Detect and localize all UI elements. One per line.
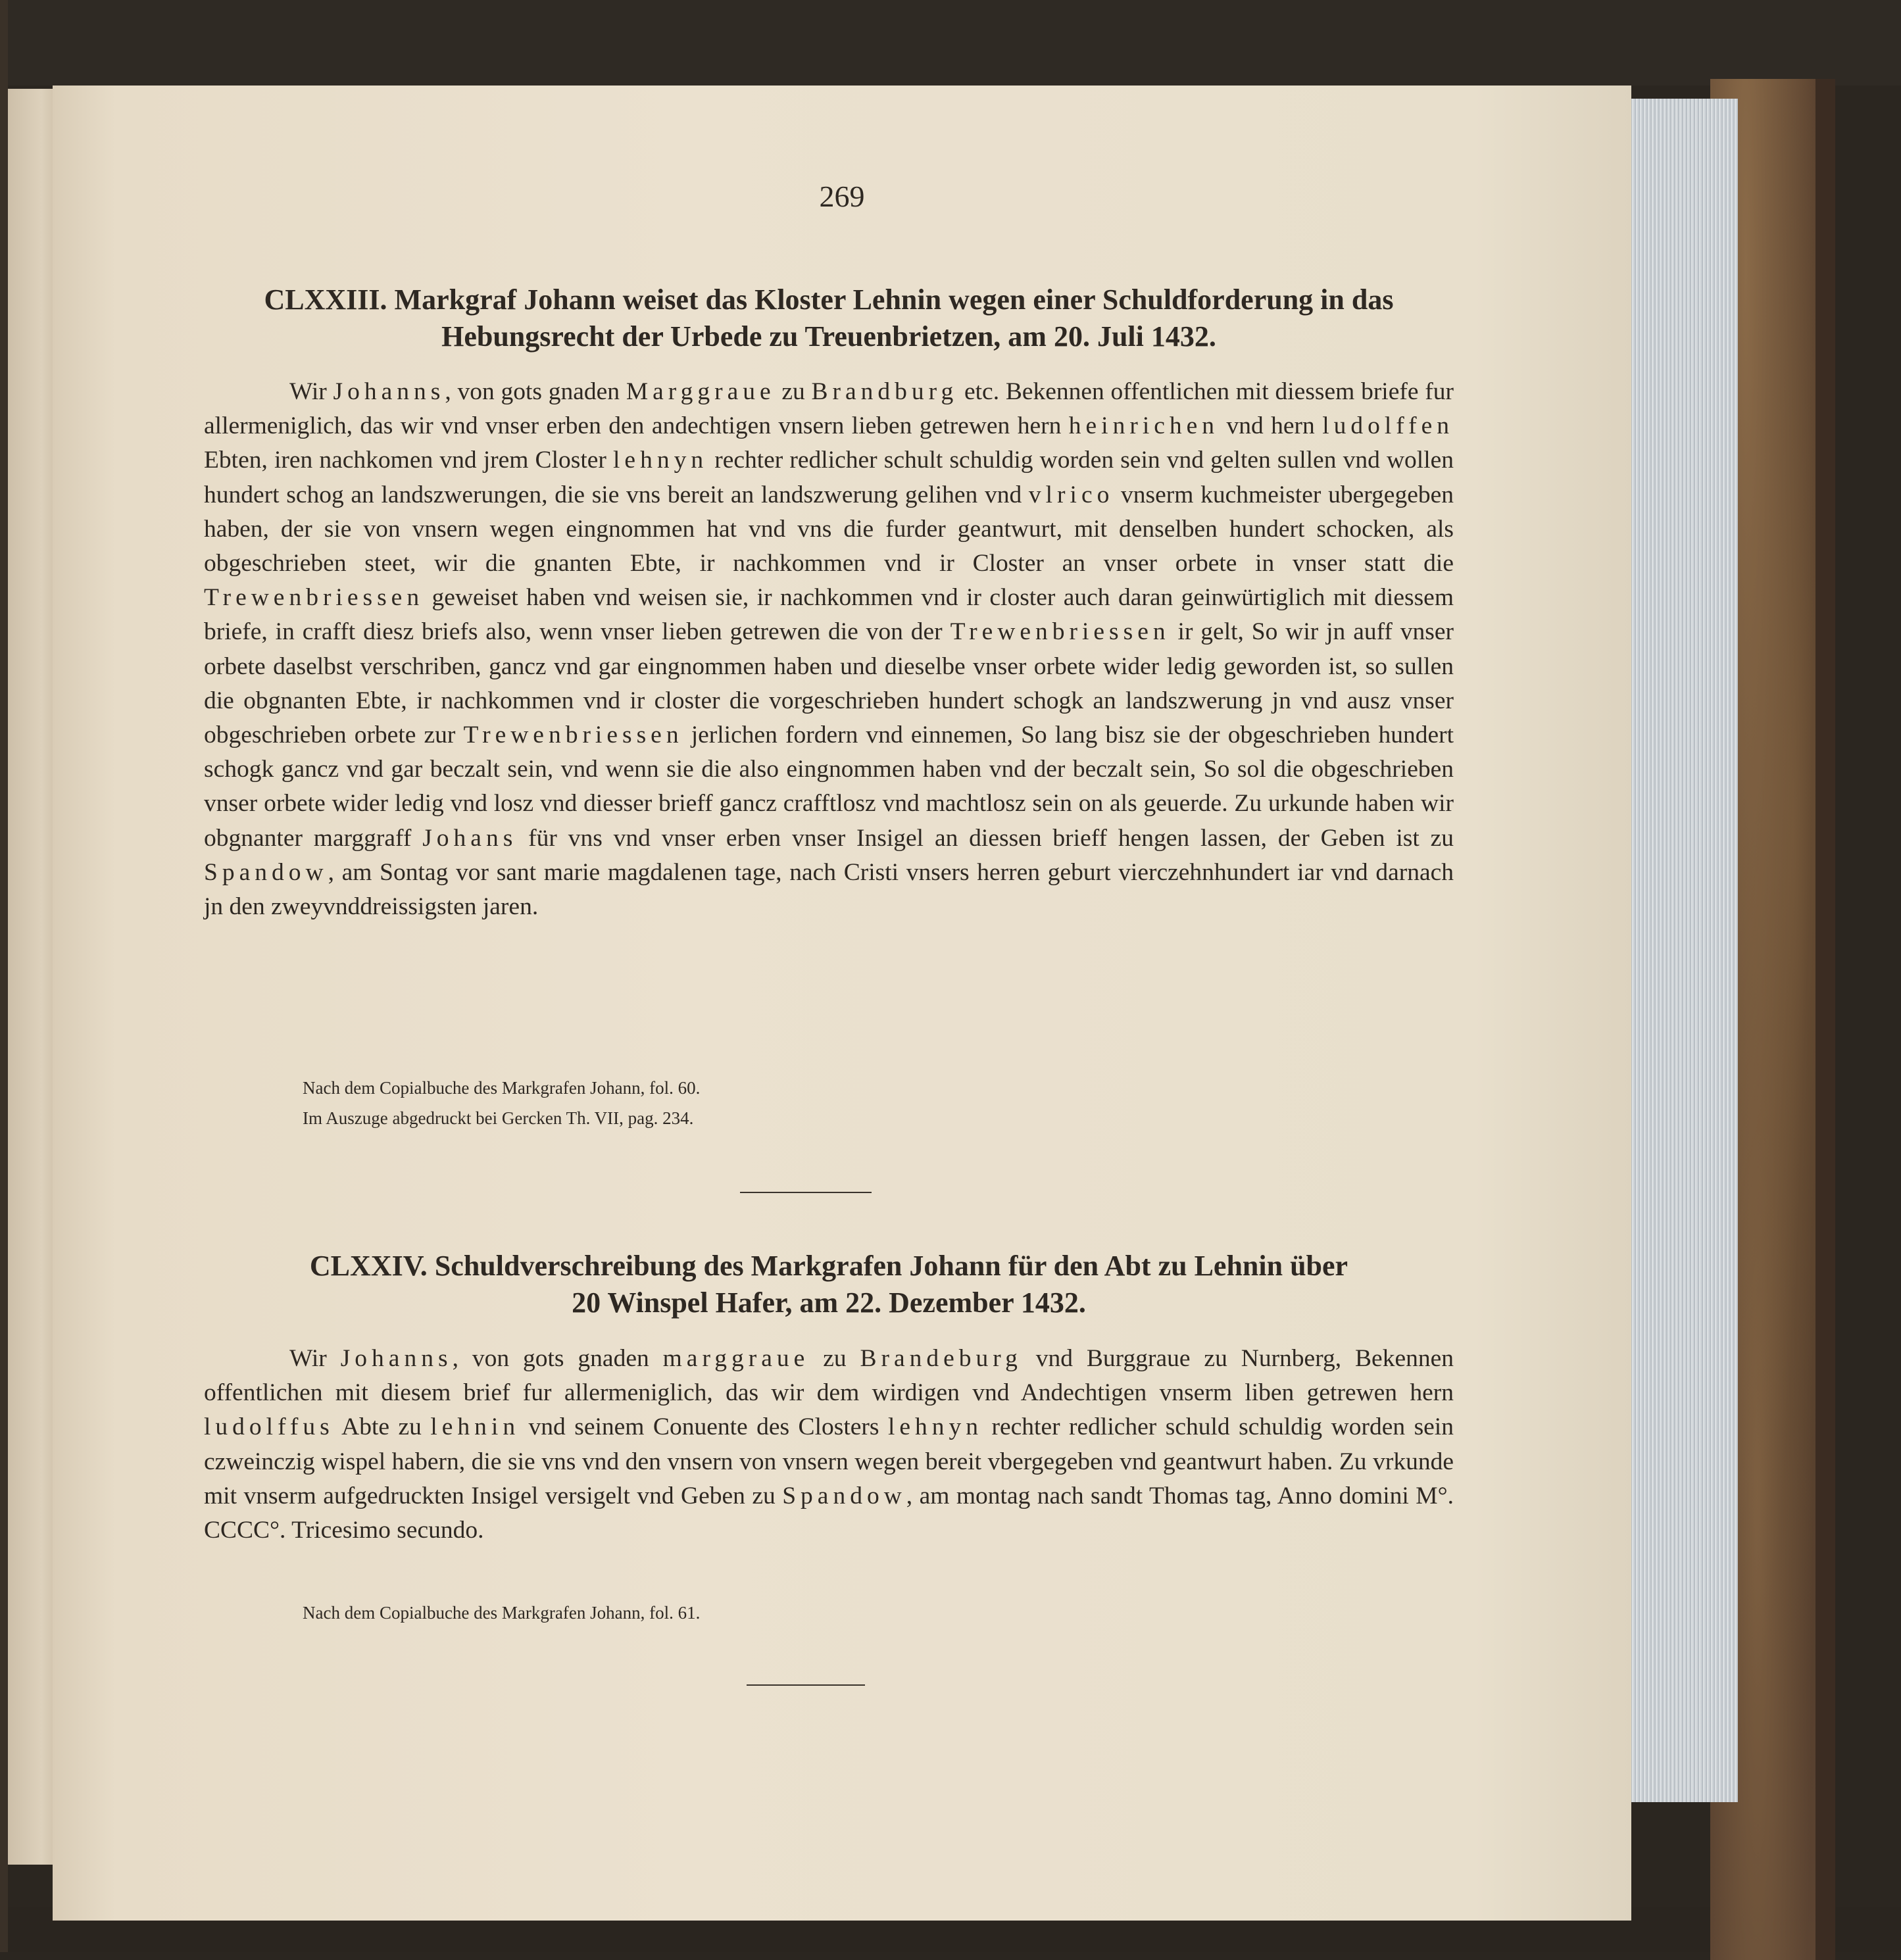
cover-edge [1815, 79, 1835, 1960]
place-lehnyn: lehnyn [613, 447, 708, 474]
name-heinrichen: heinrichen [1068, 412, 1220, 440]
text-run: rechter redlicher schuld schuldig worden sein czweinczig wispel habern, die sie vns vnd den vnsern von vnsern wegen bereit vbergegeben vnd geantwurt haben. Zu vrkunde mit vnserm aufgedruckten Insigel versigelt vnd Geben zu [204, 1413, 1454, 1509]
charter-173-title-line2: Hebungsrecht der Urbede zu Treuenbrietzen, am 20. Juli 1432. [441, 320, 1216, 353]
name-ludolffen: ludolffen [1322, 412, 1454, 440]
charter-173-numeral: CLXXIII. [264, 283, 387, 316]
section-divider [740, 1192, 872, 1193]
charter-173-paragraph [204, 375, 1454, 924]
dark-background [0, 0, 1901, 86]
charter-173-source-note: Nach dem Copialbuche des Markgrafen Johann, fol. 60. [303, 1078, 701, 1098]
page-number: 269 [819, 180, 865, 213]
text-run: jerlichen fordern vnd einnemen, So lang bisz sie der obgeschrieben hundert schogk gancz vnd gar beczalt sein, vnd wenn sie die also eingnommen haben vnd der beczalt sein, So sol die obgeschrieben vnser orbete wider ledig vnd losz vnd diesser brieff gancz crafftlosz vnd machtlosz sein on als geuerde. Zu urkunde haben wir obgnanter marggraff [204, 722, 1454, 852]
text-run: , am montag nach sandt Thomas tag, Anno domini M°. CCCC°. Tricesimo secundo. [204, 1482, 1454, 1544]
text-run: Wir [289, 1345, 341, 1372]
charter-174-title-line1 [210, 1248, 1447, 1285]
charter-173-print-note: Im Auszuge abgedruckt bei Gercken Th. VII, pag. 234. [303, 1108, 694, 1128]
text-run: , von gots gnaden [452, 1345, 663, 1372]
name-johanns: Johanns [333, 378, 445, 405]
charter-174-source-note: Nach dem Copialbuche des Markgrafen Johann, fol. 61. [303, 1603, 701, 1623]
text-run: rechter redlicher schult schuldig worden sein vnd gelten sullen vnd wollen hundert schog an landszwerungen, die sie vns bereit an landszwerung gelihen vnd [204, 447, 1454, 508]
charter-173-heading [210, 282, 1447, 355]
text-run: für vns vnd vnser erben vnser Insigel an diessen brieff hengen lassen, der Geben ist zu [517, 824, 1454, 852]
place-trewenbriessen: Trewenbriessen [463, 722, 683, 749]
text-run: Abte zu [333, 1413, 431, 1441]
page [53, 86, 1631, 1921]
charter-174-paragraph [204, 1342, 1454, 1548]
text-run: vnd hern [1219, 412, 1323, 440]
text-run: vnserm kuchmeister ubergegeben haben, der sie von vnsern wegen eingnommen hat vnd vns die furder geantwurt, mit denselben hundert schocken, als obgeschrieben steet, wir die gnanten Ebte, ir nachkommen vnd ir Closter an vnser orbete in vnser statt die [204, 481, 1454, 577]
name-vlrico: vlrico [1028, 481, 1114, 508]
name-johanns: Johanns [340, 1345, 453, 1372]
text-run: etc. Bekennen offentlichen mit diessem briefe fur allermeniglich, das wir vnd vnser erben den andechtigen vnsern lieben getrewen hern [204, 378, 1454, 440]
charter-174-numeral: CLXXIV. [309, 1250, 428, 1282]
text-run: vnd Burggraue zu Nurnberg, Bekennen offentlichen mit diesem brief fur allermeniglich, das wir dem wirdigen vnd Andechtigen vnserm liben getrewen hern [204, 1345, 1454, 1407]
name-johans: Johans [422, 824, 518, 852]
end-divider [747, 1684, 865, 1686]
left-edge [0, 0, 8, 1952]
place-brandeburg: Brandeburg [860, 1345, 1022, 1372]
text-run: , von gots gnaden [445, 378, 626, 405]
text-run: geweiset haben vnd weisen sie, ir nachkommen vnd ir closter auch daran geinwürtiglich mit diessem briefe, in crafft diesz briefs also, wenn vnser lieben getrewen die von der [204, 584, 1454, 646]
text-run: , am Sontag vor sant marie magdalenen tage, nach Cristi vnsers herren geburt vierczehnhundert iar vnd darnach jn den zweyvnddreissigsten jaren. [204, 858, 1454, 921]
text-run: vnd seinem Conuente des Closters [520, 1413, 888, 1441]
previous-page-edge [0, 89, 59, 1865]
text-run: Ebten, iren nachkomen vnd jrem Closter [204, 447, 614, 474]
place-lehnyn: lehnyn [887, 1413, 983, 1441]
place-brandburg: Brandburg [811, 378, 958, 405]
place-trewenbriessen: Trewenbriessen [204, 584, 424, 612]
name-ludolffus: ludolffus [204, 1413, 334, 1441]
title-marggraue: marggraue [662, 1345, 810, 1372]
place-lehnin: lehnin [430, 1413, 520, 1441]
text-run: zu [809, 1345, 860, 1372]
place-spandow: Spandow [204, 858, 328, 886]
charter-174-heading [210, 1248, 1447, 1321]
charter-174-title-line2: 20 Winspel Hafer, am 22. Dezember 1432. [572, 1286, 1086, 1319]
charter-173-title-line1 [210, 282, 1447, 318]
place-spandow: Spandow [782, 1482, 906, 1509]
text-run: Wir [289, 378, 333, 405]
charter-174-text [204, 1342, 1454, 1548]
title-marggraue: Marggraue [626, 378, 776, 405]
charter-173-text [204, 375, 1454, 924]
place-trewenbriessen: Trewenbriessen [950, 618, 1170, 646]
charter-174-title: Schuldverschreibung des Markgrafen Johann für den Abt zu Lehnin über [434, 1250, 1348, 1282]
text-run: ir gelt, So wir jn auff vnser orbete daselbst verschriben, gancz vnd gar eingnommen haben und dieselbe vnser orbete wider ledig geworden ist, so sullen die obgnanten Ebte, ir nachkommen vnd ir closter die vorgeschrieben hundert schogk an landszwerung jn vnd ausz vnser obgeschrieben orbete zur [204, 618, 1454, 749]
charter-173-title: Markgraf Johann weiset das Kloster Lehnin wegen einer Schuldforderung in das [394, 283, 1394, 316]
page-edges [1625, 99, 1738, 1802]
text-run: zu [775, 378, 812, 405]
